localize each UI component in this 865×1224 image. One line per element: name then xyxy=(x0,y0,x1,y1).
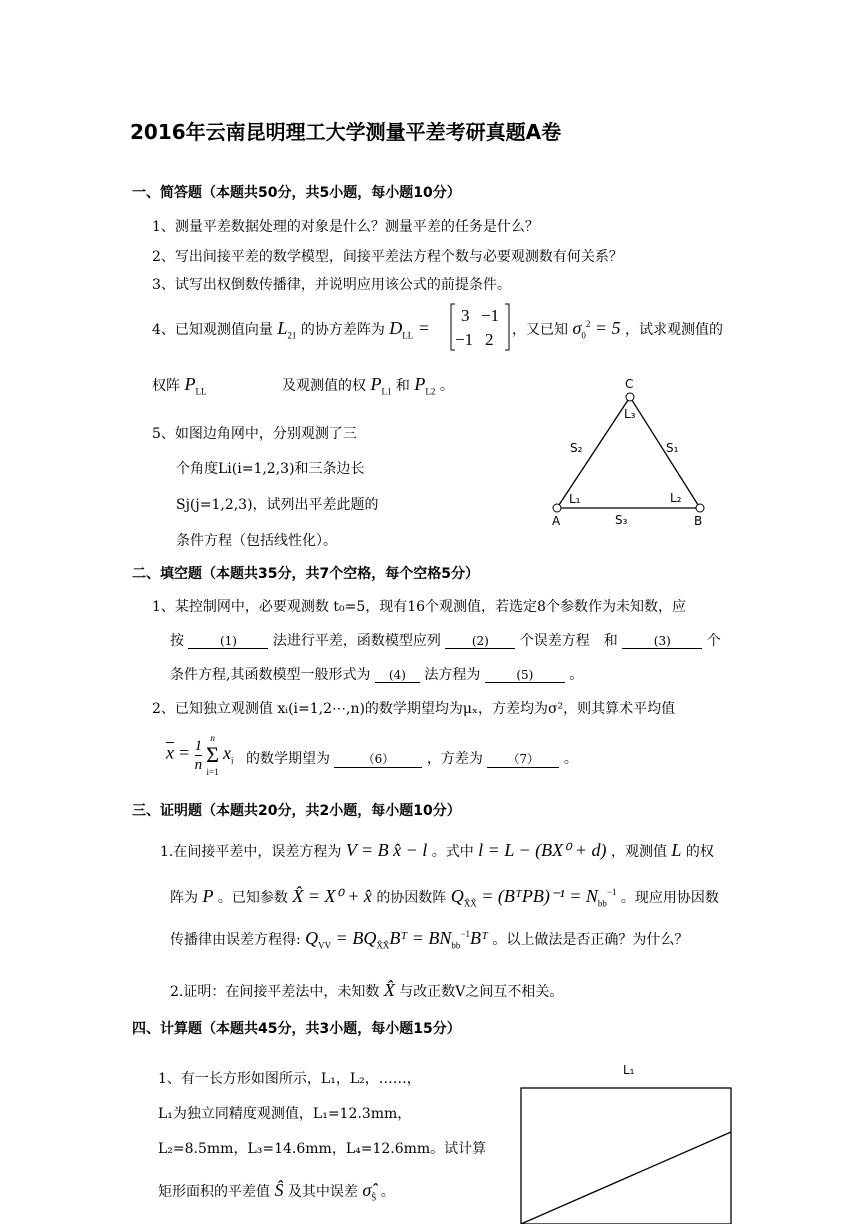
s1-question-4-line2 xyxy=(152,374,206,397)
section3-heading: 三、证明题（本题共20分，共2小题，每小题10分） xyxy=(132,803,461,819)
blank-7: （7） xyxy=(487,750,559,768)
s3q2-text-b: 与改正数V之间互不相关。 xyxy=(399,984,564,1000)
vertex-a-point xyxy=(553,504,561,512)
s1-question-5-line4: 条件方程（包括线性化）。 xyxy=(176,533,337,549)
blank-6: （6） xyxy=(334,750,422,768)
blank-1: (1) xyxy=(188,634,268,649)
blank-2: (2) xyxy=(445,634,515,649)
s2q2-text-c: 。 xyxy=(563,751,578,767)
rectangle-diagonal xyxy=(521,1132,731,1224)
page-title: 2016年云南昆明理工大学测量平差考研真题A卷 xyxy=(130,120,562,144)
s1-question-2: 2、写出间接平差的数学模型，间接平差法方程个数与必要观测数有何关系？ xyxy=(152,249,623,265)
angle-l3-label: L₃ xyxy=(624,407,636,421)
s4-question-1-line2: L₁为独立同精度观测值，L₁=12.3mm， xyxy=(158,1106,412,1122)
q4-text-b: 的协方差阵为 xyxy=(300,322,385,338)
side-s1-line xyxy=(630,397,700,508)
q4-text-g: 和 xyxy=(395,378,410,394)
s1-question-4-line1b xyxy=(512,318,723,341)
weight-matrix-P: P xyxy=(202,886,214,906)
arithmetic-mean-formula: $\overline{x}$ = $\frac{1}{n}$ n Σ i=1 $x_i$ xyxy=(166,733,234,777)
section1-heading: 一、简答题（本题共50分，共5小题，每小题10分） xyxy=(132,185,461,201)
angle-l2-label: L₂ xyxy=(670,491,682,505)
blank-3: (3) xyxy=(622,634,702,649)
parameter-X-hat: X̂ = X⁰ + x̂ xyxy=(292,886,372,906)
s3-question-1-line1 xyxy=(160,840,714,861)
rectangle-label-l1: L₁ xyxy=(623,1063,635,1077)
blank-4: (4) xyxy=(375,668,420,683)
vertex-b-label: B xyxy=(694,514,703,528)
s2q2-text-a: 的数学期望为 xyxy=(246,751,330,767)
s2q1-text-b: 法进行平差，函数模型应列 xyxy=(272,633,441,649)
vertex-b-point xyxy=(696,504,704,512)
s1-question-5-line1: 5、如图边角网中，分别观测了三 xyxy=(152,426,357,442)
q4-text-d: ，试求观测值的 xyxy=(624,322,723,338)
s2-question-2-line1: 2、已知独立观测值 xᵢ(i=1,2⋯,n)的数学期望均为μₓ，方差均为σ²，则其算术平均值 xyxy=(152,701,676,717)
s2-question-1-line2 xyxy=(170,630,721,650)
vertex-c-label: C xyxy=(625,377,634,391)
s3q1-text-j: 。以上做法是否正确？为什么？ xyxy=(492,932,689,948)
s3q1-text-h: 。现应用协因数 xyxy=(620,890,719,906)
sigma-S-hat: $\sigmâ_Ŝ$ xyxy=(362,1180,377,1203)
s4-question-1-line1: 1、有一长方形如图所示，L₁，L₂，……， xyxy=(158,1071,421,1087)
s3q1-text-g: 的协因数阵 xyxy=(376,890,447,906)
svg-text:2: 2 xyxy=(485,330,494,349)
s3q1-text-c: ，观测值 xyxy=(610,844,667,860)
weight-PL1: $P_{L1}$ xyxy=(370,374,392,397)
s2q1-text-d: 个 xyxy=(706,633,721,649)
s3-question-1-line2 xyxy=(170,886,719,909)
s3q1-text-a: 1.在间接平差中，误差方程为 xyxy=(160,844,342,860)
s2-question-2-line2 xyxy=(246,748,578,768)
side-s1-label: S₁ xyxy=(666,441,679,455)
side-s3-label: S₃ xyxy=(615,513,628,527)
s3q1-text-d: 的权 xyxy=(685,844,714,860)
s2-question-1-line1: 1、某控制网中，必要观测数 t₀=5，现有16个观测值，若选定8个参数作为未知数，应 xyxy=(152,599,686,615)
s3-question-2 xyxy=(170,980,563,1001)
triangle-network-diagram xyxy=(540,372,720,532)
q4-text-f: 及观测值的权 xyxy=(282,378,366,394)
s3q1-text-b: 。式中 xyxy=(431,844,474,860)
svg-text:−1: −1 xyxy=(481,306,500,325)
s2q1-text-g: 。 xyxy=(569,667,584,683)
cofactor-QXX: $Q_{X̂X̂}$ = (BᵀPB)⁻¹ = $N_{bb}^{-1}$ xyxy=(450,886,617,909)
observation-L: L xyxy=(671,840,682,860)
l-definition: l = L − (BX⁰ + d) xyxy=(478,840,607,860)
vertex-a-label: A xyxy=(552,514,561,528)
s1-question-1: 1、测量平差数据处理的对象是什么？测量平差的任务是什么？ xyxy=(152,219,539,235)
angle-l1-label: L₁ xyxy=(569,492,581,506)
s2q1-text-a: 按 xyxy=(170,633,184,649)
svg-text:3: 3 xyxy=(461,306,470,325)
s4q1-text-c: 。 xyxy=(380,1184,395,1200)
s4q1-text-a: 矩形面积的平差值 xyxy=(158,1184,270,1200)
rectangle-diagram xyxy=(505,1058,745,1224)
s3q1-text-f: 。已知参数 xyxy=(217,890,288,906)
vertex-c-point xyxy=(626,393,634,401)
s2q1-text-e: 条件方程,其函数模型一般形式为 xyxy=(170,667,371,683)
matrix-DLL: $D_{LL}$ = xyxy=(389,318,430,341)
sigma0-squared: $\sigma_0^2 = 5$ xyxy=(572,318,621,341)
s2-question-1-line3 xyxy=(170,664,583,684)
s2q1-text-f: 法方程为 xyxy=(424,667,481,683)
weight-PL2: $P_{L2}$ xyxy=(414,374,436,397)
side-s2-line xyxy=(557,397,630,508)
weight-matrix-PLL: $P_{LL}$ xyxy=(184,374,207,397)
q4-text-a: 4、已知观测值向量 xyxy=(152,322,273,338)
error-equation: V = B x̂ − l xyxy=(345,840,428,860)
blank-5: (5) xyxy=(485,668,565,683)
s3q1-text-e: 阵为 xyxy=(170,890,198,906)
s4-question-1-line3: L₂=8.5mm，L₃=14.6mm，L₄=12.6mm。试计算 xyxy=(158,1141,487,1157)
area-S-hat: Ŝ xyxy=(274,1180,284,1200)
q4-text-c: ，又已知 xyxy=(512,322,568,338)
q4-text-h: 。 xyxy=(439,378,454,394)
cofactor-QVV: $Q_{VV}$ = $BQ_{X̂X̂}Bᵀ$ = $BN_{bb}^{-1}Bᵀ$ xyxy=(305,928,488,951)
s2q1-text-c: 个误差方程 和 xyxy=(519,633,618,649)
rectangle-outline xyxy=(521,1088,731,1224)
vector-L: $L_{21}$ xyxy=(277,318,297,341)
s1-question-5-line3: Sj(j=1,2,3)，试列出平差此题的 xyxy=(176,497,379,513)
covariance-matrix xyxy=(449,302,511,352)
s1-question-4-line1 xyxy=(152,318,430,341)
s2q2-text-b: ，方差为 xyxy=(426,751,483,767)
s1-question-3: 3、试写出权倒数传播律，并说明应用该公式的前提条件。 xyxy=(152,277,511,293)
s4-question-1-line4 xyxy=(158,1180,395,1203)
section2-heading: 二、填空题（本题共35分，共7个空格，每个空格5分） xyxy=(132,566,479,582)
unknown-X-hat: X̂ xyxy=(383,980,395,1000)
s4q1-text-b: 及其中误差 xyxy=(287,1184,358,1200)
svg-text:−1: −1 xyxy=(455,330,474,349)
s3-question-1-line3 xyxy=(170,928,688,951)
s1-question-5-line2: 个角度Li(i=1,2,3)和三条边长 xyxy=(176,461,365,477)
side-s2-label: S₂ xyxy=(570,441,583,455)
section4-heading: 四、计算题（本题共45分，共3小题，每小题15分） xyxy=(132,1021,461,1037)
s3q2-text-a: 2.证明：在间接平差法中，未知数 xyxy=(170,984,380,1000)
q4-text-e: 权阵 xyxy=(152,378,180,394)
s1-question-4-line2b xyxy=(282,374,454,397)
s3q1-text-i: 传播律由误差方程得: xyxy=(170,932,301,948)
